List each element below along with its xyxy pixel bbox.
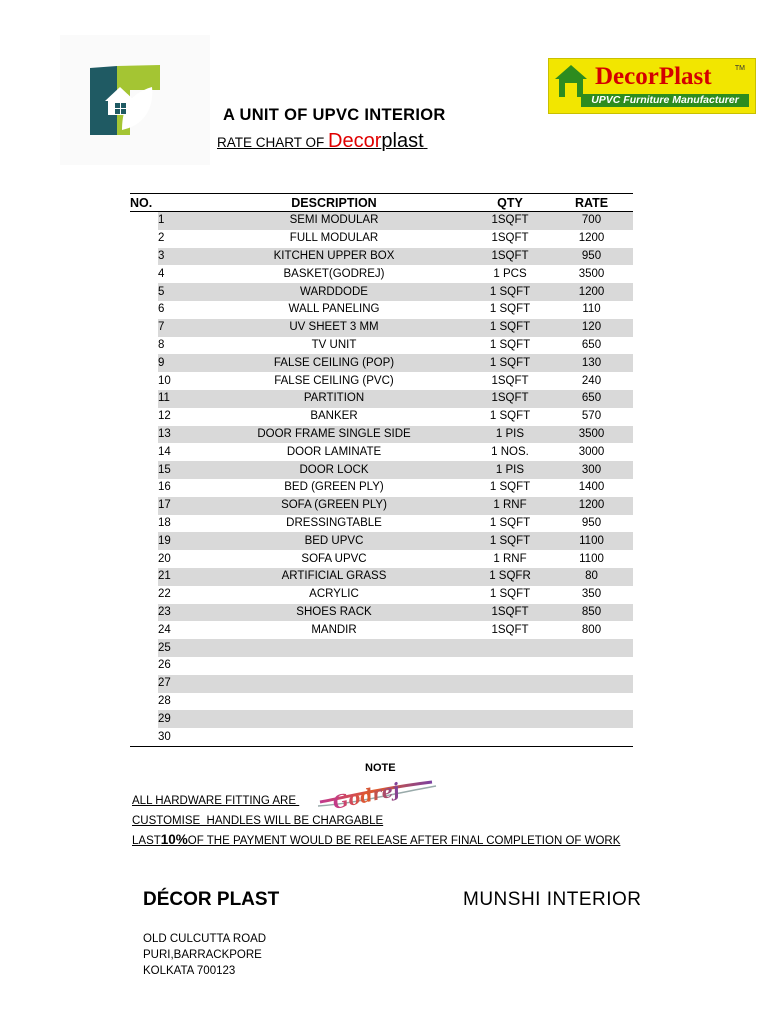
table-row: [130, 212, 633, 230]
cell-qty: [470, 639, 550, 657]
cell-number: 3: [158, 248, 198, 266]
cell-rate: [550, 657, 633, 675]
cell-description: [198, 693, 470, 711]
cell-rate: 3500: [578, 267, 605, 280]
cell-number: 2: [158, 232, 165, 245]
cell-spacer: [130, 710, 158, 728]
note-handles: CUSTOMISE HANDLES WILL BE CHARGABLE: [132, 815, 384, 827]
table-row: [130, 515, 633, 533]
cell-number: 19: [158, 532, 198, 550]
cell-qty: 1SQFT: [470, 212, 550, 230]
note-label: NOTE: [365, 762, 396, 774]
cell-spacer: [130, 319, 158, 337]
cell-description: PARTITION: [198, 390, 470, 408]
cell-rate: 1100: [550, 532, 633, 550]
cell-rate: 1200: [550, 283, 633, 301]
cell-number: 7: [158, 319, 198, 337]
cell-number: 6: [158, 303, 165, 316]
cell-spacer: [130, 265, 158, 283]
cell-description: [198, 710, 470, 728]
godrej-logo-text: Godrej: [331, 779, 402, 810]
header-rate: RATE: [550, 194, 633, 212]
cell-rate: 650: [550, 390, 633, 408]
cell-number: 10: [158, 374, 171, 387]
cell-qty: [470, 657, 550, 675]
cell-number: 18: [158, 516, 171, 529]
cell-description: BED UPVC: [198, 532, 470, 550]
cell-rate: 3000: [578, 445, 605, 458]
cell-rate: 570: [581, 410, 602, 423]
cell-description: FALSE CEILING (PVC): [274, 374, 394, 387]
cell-spacer: [130, 461, 158, 479]
cell-qty: [470, 675, 550, 693]
cell-spacer: [130, 390, 158, 408]
cell-description: DOOR FRAME SINGLE SIDE: [198, 426, 470, 444]
cell-description: ARTIFICIAL GRASS: [198, 568, 470, 586]
cell-qty: 1 SQFT: [489, 516, 531, 529]
cell-rate: 3500: [550, 426, 633, 444]
cell-spacer: [130, 639, 158, 657]
cell-description: SOFA UPVC: [301, 552, 367, 565]
cell-spacer: [130, 568, 158, 586]
cell-qty: [470, 728, 550, 746]
cell-number: 24: [158, 623, 171, 636]
cell-spacer: [130, 532, 158, 550]
cell-rate: [550, 675, 633, 693]
table-row: [130, 639, 633, 657]
cell-qty: 1 SQFT: [489, 588, 531, 601]
cell-rate: 800: [581, 623, 602, 636]
table-row: [130, 550, 633, 568]
godrej-logo: [312, 776, 440, 810]
header-description: DESCRIPTION: [198, 194, 470, 212]
logo-trademark: TM: [734, 65, 745, 72]
cell-rate: 80: [550, 568, 633, 586]
logo-tagline: UPVC Furniture Manufacturer: [581, 94, 749, 107]
cell-description: KITCHEN UPPER BOX: [198, 248, 470, 266]
cell-qty: 1 RNF: [470, 497, 550, 515]
cell-spacer: [130, 728, 158, 746]
cell-description: DOOR LAMINATE: [286, 445, 382, 458]
address-line-3: KOLKATA 700123: [143, 965, 236, 977]
cell-number: 25: [158, 639, 198, 657]
cell-spacer: [130, 479, 158, 497]
cell-rate: 1200: [578, 232, 605, 245]
cell-number: 22: [158, 588, 171, 601]
cell-spacer: [130, 337, 158, 355]
cell-qty: 1SQFT: [470, 248, 550, 266]
cell-number: 8: [158, 338, 165, 351]
cell-number: 16: [158, 481, 171, 494]
cell-spacer: [130, 212, 158, 230]
cell-number: 26: [158, 659, 171, 672]
decorplast-logo: [548, 58, 756, 114]
cell-number: 5: [158, 283, 198, 301]
header-spacer: [158, 194, 198, 212]
cell-number: 30: [158, 730, 171, 743]
cell-description: ACRYLIC: [309, 588, 359, 601]
cell-qty: 1SQFT: [470, 390, 550, 408]
table-row: [130, 693, 633, 711]
cell-qty: 1 NOS.: [491, 445, 529, 458]
cell-spacer: [130, 621, 158, 639]
cell-qty: 1 SQFT: [470, 354, 550, 372]
cell-spacer: [130, 301, 158, 319]
cell-rate: [550, 728, 633, 746]
subtitle-brand-black: plast: [381, 130, 424, 152]
cell-qty: 1 RNF: [493, 552, 527, 565]
footer-company-name: DÉCOR PLAST: [143, 889, 280, 910]
cell-spacer: [130, 426, 158, 444]
table-row: [130, 372, 633, 390]
table-row: [130, 354, 633, 372]
cell-number: 12: [158, 410, 171, 423]
cell-description: [198, 728, 470, 746]
cell-qty: 1 SQFT: [470, 532, 550, 550]
cell-qty: 1 SQFT: [489, 410, 531, 423]
table-row: [130, 497, 633, 515]
cell-qty: 1 PIS: [470, 461, 550, 479]
note-payment-percent: 10%: [160, 832, 188, 847]
cell-spacer: [130, 497, 158, 515]
table-row: [130, 604, 633, 622]
cell-description: SEMI MODULAR: [198, 212, 470, 230]
cell-rate: 1200: [550, 497, 633, 515]
cell-spacer: [130, 604, 158, 622]
cell-rate: [550, 693, 633, 711]
page-title: A UNIT OF UPVC INTERIOR: [223, 106, 446, 124]
cell-qty: [470, 710, 550, 728]
upvc-interior-logo: [60, 35, 210, 165]
cell-spacer: [130, 408, 158, 426]
header-qty: QTY: [470, 194, 550, 212]
cell-rate: 300: [550, 461, 633, 479]
cell-spacer: [130, 283, 158, 301]
cell-spacer: [130, 372, 158, 390]
cell-rate: [550, 710, 633, 728]
cell-number: 23: [158, 604, 198, 622]
table-row: [130, 568, 633, 586]
cell-description: BANKER: [310, 410, 358, 423]
cell-spacer: [130, 443, 158, 461]
cell-rate: 130: [550, 354, 633, 372]
cell-spacer: [130, 586, 158, 604]
table-row: [130, 283, 633, 301]
cell-spacer: [130, 693, 158, 711]
cell-number: 15: [158, 461, 198, 479]
cell-number: 21: [158, 568, 198, 586]
table-row: [130, 408, 633, 426]
cell-description: WALL PANELING: [288, 303, 380, 316]
cell-description: DOOR LOCK: [198, 461, 470, 479]
rate-table: [130, 193, 633, 747]
logo-brand-text: DecorPlast: [595, 63, 712, 90]
cell-rate: 1400: [578, 481, 605, 494]
cell-description: FULL MODULAR: [289, 232, 379, 245]
cell-description: BASKET(GODREJ): [283, 267, 385, 280]
cell-qty: 1 SQFT: [489, 303, 531, 316]
cell-description: MANDIR: [311, 623, 357, 636]
cell-description: [198, 675, 470, 693]
table-row: [130, 319, 633, 337]
table-header-row: [130, 194, 633, 212]
cell-number: 14: [158, 445, 171, 458]
cell-rate: [550, 639, 633, 657]
cell-rate: 850: [550, 604, 633, 622]
subtitle-label: RATE CHART OF: [217, 135, 329, 150]
table-row: [130, 230, 633, 248]
cell-spacer: [130, 515, 158, 533]
cell-description: TV UNIT: [311, 338, 357, 351]
table-row: [130, 728, 633, 746]
header-no: NO.: [130, 194, 158, 212]
table-body: [130, 212, 633, 747]
note-hardware: ALL HARDWARE FITTING ARE: [132, 795, 300, 807]
cell-description: SHOES RACK: [198, 604, 470, 622]
cell-rate: 950: [581, 516, 602, 529]
cell-spacer: [130, 550, 158, 568]
cell-number: 20: [158, 552, 171, 565]
note-payment-post: OF THE PAYMENT WOULD BE RELEASE AFTER FINAL COMPLETION OF WORK: [187, 835, 621, 847]
cell-number: 17: [158, 497, 198, 515]
cell-spacer: [130, 657, 158, 675]
table-row: [130, 461, 633, 479]
table-row: [130, 710, 633, 728]
table-row: [130, 301, 633, 319]
cell-qty: 1SQFT: [491, 623, 529, 636]
cell-rate: 110: [582, 303, 601, 316]
cell-rate: 120: [550, 319, 633, 337]
cell-rate: 700: [550, 212, 633, 230]
cell-description: [198, 657, 470, 675]
table-row: [130, 675, 633, 693]
footer-partner-name: MUNSHI INTERIOR: [463, 889, 642, 910]
cell-number: 27: [158, 675, 198, 693]
cell-qty: 1 SQFT: [489, 338, 531, 351]
cell-rate: 950: [550, 248, 633, 266]
table-row: [130, 657, 633, 675]
cell-qty: 1 SQFT: [470, 319, 550, 337]
subtitle-brand-red: Decor: [328, 130, 382, 152]
address-line-2: PURI,BARRACKPORE: [143, 949, 262, 961]
cell-description: [198, 639, 470, 657]
cell-qty: 1 PCS: [493, 267, 527, 280]
cell-spacer: [130, 675, 158, 693]
note-payment-pre: LAST: [132, 835, 161, 847]
table-row: [130, 443, 633, 461]
table-row: [130, 621, 633, 639]
cell-number: 13: [158, 426, 198, 444]
cell-description: SOFA (GREEN PLY): [198, 497, 470, 515]
page-subtitle: [217, 130, 428, 153]
table-row: [130, 337, 633, 355]
cell-description: DRESSINGTABLE: [286, 516, 382, 529]
cell-qty: 1 SQFR: [470, 568, 550, 586]
table-row: [130, 248, 633, 266]
address-line-1: OLD CULCUTTA ROAD: [143, 933, 267, 945]
cell-number: 9: [158, 354, 198, 372]
table-row: [130, 265, 633, 283]
cell-description: FALSE CEILING (POP): [198, 354, 470, 372]
cell-number: 11: [158, 390, 198, 408]
table-row: [130, 586, 633, 604]
cell-qty: 1 PIS: [470, 426, 550, 444]
cell-rate: 1100: [579, 552, 604, 565]
table-row: [130, 390, 633, 408]
cell-number: 1: [158, 212, 198, 230]
cell-qty: 1 SQFT: [470, 283, 550, 301]
cell-description: WARDDODE: [198, 283, 470, 301]
cell-spacer: [130, 230, 158, 248]
cell-qty: [470, 693, 550, 711]
cell-rate: 350: [581, 588, 602, 601]
cell-number: 29: [158, 710, 198, 728]
cell-qty: 1 SQFT: [489, 481, 531, 494]
note-payment: [132, 832, 620, 847]
cell-spacer: [130, 354, 158, 372]
table-row: [130, 532, 633, 550]
cell-description: UV SHEET 3 MM: [198, 319, 470, 337]
cell-spacer: [130, 248, 158, 266]
table-row: [130, 426, 633, 444]
cell-rate: 650: [581, 338, 602, 351]
cell-qty: 1SQFT: [470, 604, 550, 622]
cell-rate: 240: [581, 374, 602, 387]
cell-qty: 1SQFT: [491, 232, 529, 245]
table-row: [130, 479, 633, 497]
cell-description: BED (GREEN PLY): [284, 481, 384, 494]
cell-qty: 1SQFT: [491, 374, 529, 387]
cell-number: 28: [158, 694, 171, 707]
cell-number: 4: [158, 267, 165, 280]
